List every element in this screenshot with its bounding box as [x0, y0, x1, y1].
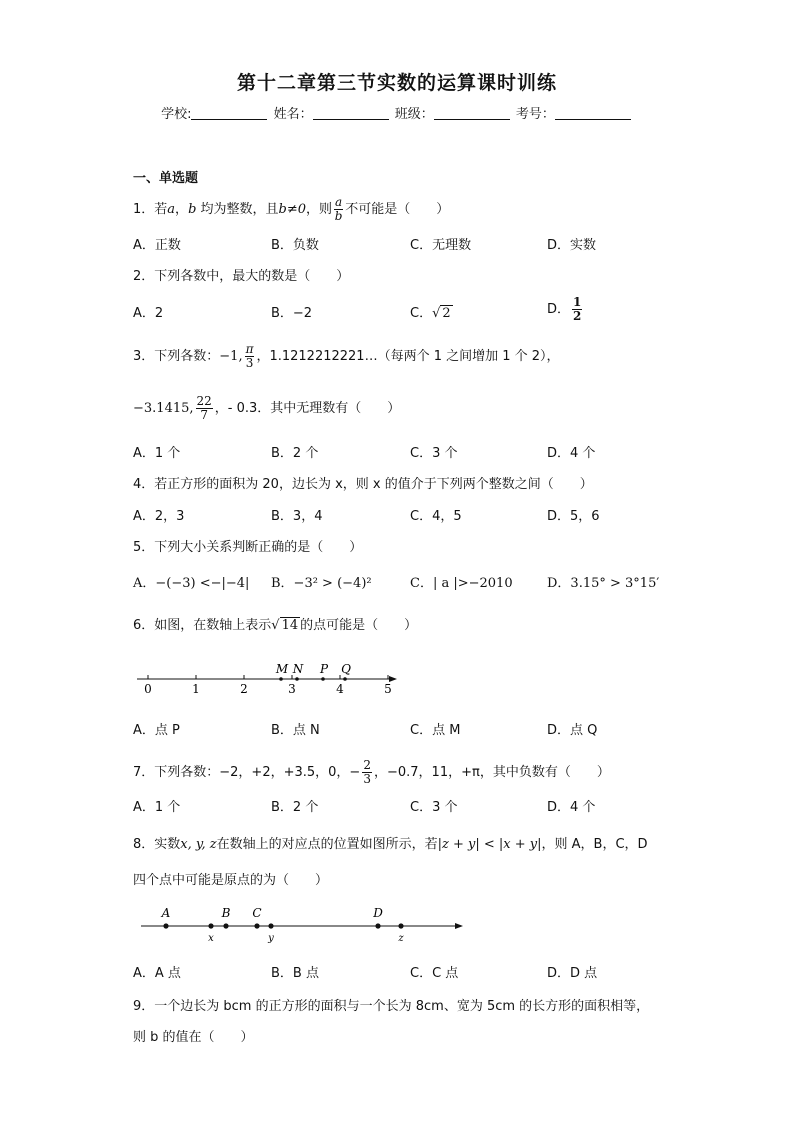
q6-point-label-P: P: [319, 662, 329, 676]
q8-point-B: [223, 923, 228, 928]
q8-inequality: |z + y| < |x + y|: [437, 837, 542, 852]
q6-point-Q: [343, 677, 347, 681]
q1-mid: 均为整数，且: [196, 202, 279, 217]
question-9: 9．一个边长为 bcm 的正方形的面积与一个长为 8cm、宽为 5cm 的长方形的面积相等，: [133, 999, 650, 1014]
q1-prefix: 1．若: [133, 202, 168, 217]
question-8: 8．实数x, y, z在数轴上的对应点的位置如图所示，若|z + y| < |x + y|，则 A，B，C，D: [133, 837, 648, 852]
q8-point-C: [254, 923, 259, 928]
q6-point-label-N: N: [292, 662, 304, 676]
q8-point-label-C: C: [252, 906, 262, 920]
q4-option-c[interactable]: C．4，5: [410, 509, 462, 524]
q8-vars: x, y, z: [180, 837, 217, 852]
q1-var-b: b: [188, 202, 197, 217]
q7-option-c[interactable]: C．3 个: [410, 800, 458, 815]
q8-var-label-z: z: [398, 933, 404, 944]
q8-axis-arrow: [455, 923, 463, 929]
q8-option-c[interactable]: C．C 点: [410, 966, 459, 981]
q6-option-b[interactable]: B．点 N: [271, 723, 320, 738]
q8-point-A: [163, 923, 168, 928]
school-blank[interactable]: [191, 106, 267, 120]
q1-option-b[interactable]: B．负数: [271, 238, 319, 253]
school-label: 学校:: [161, 107, 192, 122]
q1-option-c[interactable]: C．无理数: [410, 238, 472, 253]
q8-var-label-y: y: [268, 933, 274, 944]
q8-var-point-x: [208, 923, 213, 928]
q3-pi-fraction: $\frac{\pi}{3}$: [245, 342, 254, 370]
q6-sqrt: √ 14: [271, 618, 299, 633]
name-label: 姓名：: [273, 107, 313, 122]
question-7: 7．下列各数：−2，+2，+3.5，0，− $\frac{2}{3}$ ，−0.7，11，+π，其中负数有（ ）: [133, 758, 610, 786]
q6-tick-label-2: 2: [240, 682, 248, 696]
page-title: 第十二章第三节实数的运算课时训练: [236, 72, 557, 94]
q2-option-d[interactable]: D． $\frac{1}{2}$: [547, 295, 582, 323]
q6-point-label-Q: Q: [341, 662, 351, 676]
name-blank[interactable]: [313, 106, 389, 120]
q4-option-d[interactable]: D．5，6: [547, 509, 600, 524]
q1-var-a: a: [167, 202, 176, 217]
q8-option-a[interactable]: A．A 点: [133, 966, 181, 981]
question-4: 4．若正方形的面积为 20，边长为 x，则 x 的值介于下列两个整数之间（ ）: [133, 477, 593, 492]
q7-fraction: $\frac{2}{3}$: [363, 758, 371, 786]
q8-var-label-x: x: [208, 933, 214, 944]
q3-option-a[interactable]: A．1 个: [133, 446, 181, 461]
q5-option-a[interactable]: A．−(−3) <−|−4|: [133, 576, 250, 591]
question-9-line-2: 则 b 的值在（ ）: [133, 1030, 254, 1045]
q6-point-P: [321, 677, 325, 681]
q8-point-label-A: A: [161, 906, 171, 920]
question-8-line-2: 四个点中可能是原点的为（ ）: [133, 873, 329, 888]
class-label: 班级：: [394, 107, 434, 122]
q6-tick-label-1: 1: [192, 682, 200, 696]
q8-var-point-y: [268, 923, 273, 928]
question-2: 2．下列各数中，最大的数是（ ）: [133, 269, 350, 284]
question-6: 6．如图，在数轴上表示√ 14 的点可能是（ ）: [133, 618, 418, 633]
q6-option-a[interactable]: A．点 P: [133, 723, 180, 738]
q4-option-a[interactable]: A．2，3: [133, 509, 185, 524]
section-title: 一、单选题: [133, 171, 199, 186]
q3-option-b[interactable]: B．2 个: [271, 446, 319, 461]
q3-option-c[interactable]: C．3 个: [410, 446, 458, 461]
class-blank[interactable]: [434, 106, 510, 120]
q1-fraction: $\frac{a}{b}$: [334, 195, 343, 223]
q8-option-d[interactable]: D．D 点: [547, 966, 598, 981]
q7-option-a[interactable]: A．1 个: [133, 800, 181, 815]
q4-option-b[interactable]: B．3，4: [271, 509, 323, 524]
question-1: [133, 196, 449, 223]
question-3: 3．下列各数：−1, $\frac{\pi}{3}$ ，1.1212212221…（每两个 1 之间增加 1 个 2），: [133, 342, 560, 370]
student-info-line: [0, 103, 794, 122]
q6-tick-label-3: 3: [288, 682, 296, 696]
q3-22-7-fraction: $\frac{22}{7}$: [196, 394, 212, 422]
q6-option-c[interactable]: C．点 M: [410, 723, 461, 738]
q1-option-a[interactable]: A．正数: [133, 238, 181, 253]
q6-point-M: [279, 677, 283, 681]
q8-number-line: [133, 900, 473, 944]
q6-option-d[interactable]: D．点 Q: [547, 723, 598, 738]
q8-var-point-z: [398, 923, 403, 928]
q8-option-b[interactable]: B．B 点: [271, 966, 319, 981]
question-5: 5．下列大小关系判断正确的是（ ）: [133, 540, 363, 555]
q1-then: ，则: [306, 202, 333, 217]
q2-option-b[interactable]: B．−2: [271, 306, 313, 321]
q7-option-b[interactable]: B．2 个: [271, 800, 319, 815]
q2-option-c[interactable]: C．√ 2: [410, 306, 451, 321]
q2-option-a[interactable]: A．2: [133, 306, 164, 321]
q6-point-N: [295, 677, 299, 681]
exam-no-blank[interactable]: [555, 106, 631, 120]
q1-condition: b≠0: [278, 202, 307, 217]
q1-option-d[interactable]: D．实数: [547, 238, 597, 253]
q7-option-d[interactable]: D．4 个: [547, 800, 596, 815]
q5-option-d[interactable]: D．3.15° > 3°15′: [547, 576, 660, 591]
exam-no-label: 考号：: [515, 107, 555, 122]
q3-option-d[interactable]: D．4 个: [547, 446, 596, 461]
q1-sep: ，: [175, 202, 189, 217]
q6-tick-label-0: 0: [144, 682, 152, 696]
q8-point-D: [375, 923, 380, 928]
q6-tick-label-5: 5: [384, 682, 392, 696]
q1-post: 不可能是（ ）: [345, 202, 450, 217]
q5-option-b[interactable]: B．−3² > (−4)²: [271, 576, 372, 591]
q5-option-c[interactable]: C．| a |>−2010: [410, 576, 513, 591]
q8-point-label-B: B: [221, 906, 231, 920]
q8-point-label-D: D: [373, 906, 383, 920]
q6-number-line: [133, 660, 403, 700]
question-3-line-2: −3.1415, $\frac{22}{7}$ ，- 0.3．其中无理数有（ ）: [133, 394, 401, 422]
q6-tick-label-4: 4: [336, 682, 344, 696]
q6-point-label-M: M: [275, 662, 289, 676]
